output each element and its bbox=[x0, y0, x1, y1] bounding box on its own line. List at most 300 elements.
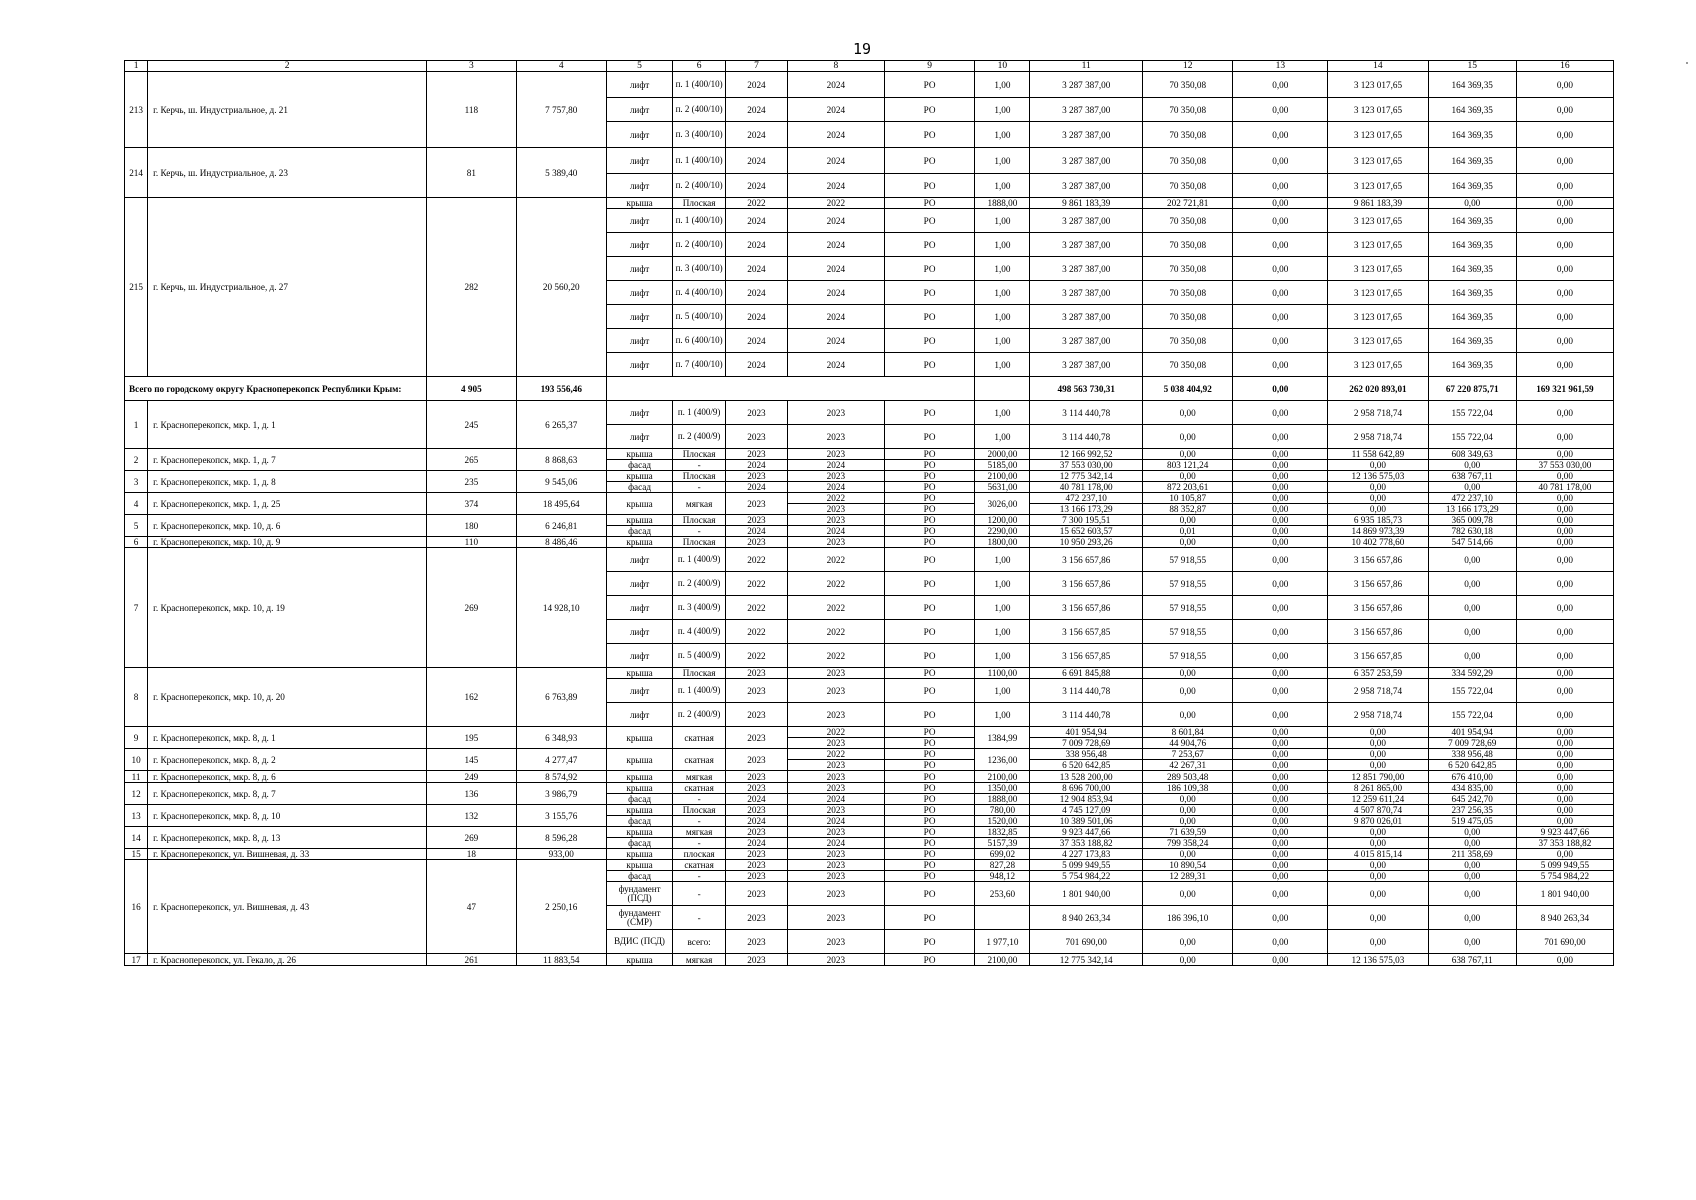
table-cell: 338 956,48 bbox=[1428, 749, 1516, 760]
table-cell: 253,60 bbox=[975, 882, 1030, 906]
table-cell: РО bbox=[884, 537, 974, 548]
table-cell: 5 754 984,22 bbox=[1030, 871, 1143, 882]
table-cell: 2023 bbox=[726, 930, 788, 954]
table-cell: 169 321 961,59 bbox=[1516, 377, 1613, 401]
table-cell: п. 1 (400/10) bbox=[673, 209, 726, 233]
table-cell: 0,00 bbox=[1328, 738, 1428, 749]
table-cell: 70 350,08 bbox=[1142, 281, 1232, 305]
table-cell: г. Керчь, ш. Индустриальное, д. 27 bbox=[148, 198, 427, 377]
table-cell: 2023 bbox=[787, 871, 884, 882]
table-cell: 0,01 bbox=[1142, 526, 1232, 537]
table-cell: скатная bbox=[673, 727, 726, 749]
table-cell: 0,00 bbox=[1516, 703, 1613, 727]
table-cell: 0,00 bbox=[1516, 305, 1613, 329]
table-cell: 8 601,84 bbox=[1142, 727, 1232, 738]
table-cell: п. 5 (400/10) bbox=[673, 305, 726, 329]
column-number: 13 bbox=[1233, 61, 1328, 72]
table-cell: РО bbox=[884, 305, 974, 329]
table-cell: 6 246,81 bbox=[516, 515, 606, 537]
table-cell: 3 123 017,65 bbox=[1328, 233, 1428, 257]
table-cell: 57 918,55 bbox=[1142, 548, 1232, 572]
table-cell: 0,00 bbox=[1428, 860, 1516, 871]
table-cell: 0,00 bbox=[1428, 882, 1516, 906]
table-cell: 0,00 bbox=[1233, 329, 1328, 353]
table-cell: 0,00 bbox=[1428, 930, 1516, 954]
table-cell: 0,00 bbox=[1328, 882, 1428, 906]
table-cell: лифт bbox=[606, 329, 672, 353]
table-cell: 2023 bbox=[726, 449, 788, 460]
table-cell: г. Красноперекопск, ул. Вишневая, д. 33 bbox=[148, 849, 427, 860]
table-cell: 2023 bbox=[726, 860, 788, 871]
table-cell: п. 6 (400/10) bbox=[673, 329, 726, 353]
table-cell: 645 242,70 bbox=[1428, 794, 1516, 805]
table-cell: 0,00 bbox=[1142, 930, 1232, 954]
table-cell: 547 514,66 bbox=[1428, 537, 1516, 548]
table-cell: 57 918,55 bbox=[1142, 644, 1232, 668]
table-cell: 2290,00 bbox=[975, 526, 1030, 537]
table-cell: 2022 bbox=[726, 644, 788, 668]
table-cell: 0,00 bbox=[1516, 794, 1613, 805]
table-cell: 7 757,80 bbox=[516, 72, 606, 148]
table-cell: 215 bbox=[125, 198, 148, 377]
table-cell: РО bbox=[884, 644, 974, 668]
table-row bbox=[125, 537, 1614, 548]
page-number: 19 bbox=[852, 40, 872, 58]
table-cell: 2024 bbox=[726, 72, 788, 98]
table-cell: п. 4 (400/9) bbox=[673, 620, 726, 644]
table-cell: 3 123 017,65 bbox=[1328, 98, 1428, 122]
table-cell: 9 861 183,39 bbox=[1328, 198, 1428, 209]
table-cell: РО bbox=[884, 871, 974, 882]
table-cell: 0,00 bbox=[1233, 353, 1328, 377]
table-cell: фасад bbox=[606, 526, 672, 537]
table-cell: 0,00 bbox=[1516, 572, 1613, 596]
table-cell: РО bbox=[884, 849, 974, 860]
table-cell: 0,00 bbox=[1233, 377, 1328, 401]
table-cell: 0,00 bbox=[1516, 760, 1613, 771]
table-row bbox=[125, 749, 1614, 760]
table-cell: 1,00 bbox=[975, 233, 1030, 257]
table-cell: мягкая bbox=[673, 954, 726, 966]
table-cell: 6 357 253,59 bbox=[1328, 668, 1428, 679]
column-number: 9 bbox=[884, 61, 974, 72]
table-cell: 2022 bbox=[787, 548, 884, 572]
table-cell: 164 369,35 bbox=[1428, 209, 1516, 233]
table-cell: крыша bbox=[606, 471, 672, 482]
table-cell: РО bbox=[884, 482, 974, 493]
table-cell: 0,00 bbox=[1516, 783, 1613, 794]
table-cell: лифт bbox=[606, 548, 672, 572]
table-cell: 2024 bbox=[787, 526, 884, 537]
table-cell: 110 bbox=[427, 537, 516, 548]
table-cell: 0,00 bbox=[1516, 526, 1613, 537]
table-cell: РО bbox=[884, 209, 974, 233]
table-cell: - bbox=[673, 838, 726, 849]
table-cell: РО bbox=[884, 906, 974, 930]
table-cell: 155 722,04 bbox=[1428, 679, 1516, 703]
table-cell: 13 bbox=[125, 805, 148, 827]
table-cell: 0,00 bbox=[1328, 749, 1428, 760]
table-cell: 0,00 bbox=[1516, 596, 1613, 620]
table-cell: 2023 bbox=[787, 805, 884, 816]
table-cell: - bbox=[673, 871, 726, 882]
table-cell: 0,00 bbox=[1233, 838, 1328, 849]
table-cell: 1,00 bbox=[975, 425, 1030, 449]
table-cell: 5157,39 bbox=[975, 838, 1030, 849]
table-row bbox=[125, 805, 1614, 816]
table-cell: 0,00 bbox=[1233, 401, 1328, 425]
table-cell: 18 bbox=[427, 849, 516, 860]
table-cell: фасад bbox=[606, 794, 672, 805]
table-cell: 0,00 bbox=[1233, 460, 1328, 471]
table-cell: 2024 bbox=[726, 209, 788, 233]
table-cell: 2024 bbox=[787, 305, 884, 329]
table-cell: г. Красноперекопск, мкр. 8, д. 10 bbox=[148, 805, 427, 827]
table-cell: РО bbox=[884, 174, 974, 198]
table-cell: 2023 bbox=[787, 827, 884, 838]
table-cell: 15 bbox=[125, 849, 148, 860]
column-number: 14 bbox=[1328, 61, 1428, 72]
table-cell: Плоская bbox=[673, 198, 726, 209]
table-cell: 17 bbox=[125, 954, 148, 966]
table-cell: лифт bbox=[606, 72, 672, 98]
table-cell: 164 369,35 bbox=[1428, 305, 1516, 329]
column-number: 2 bbox=[148, 61, 427, 72]
table-cell: 180 bbox=[427, 515, 516, 537]
table-cell: 0,00 bbox=[1516, 738, 1613, 749]
table-cell: 1,00 bbox=[975, 98, 1030, 122]
table-cell: 164 369,35 bbox=[1428, 98, 1516, 122]
table-cell: 2023 bbox=[787, 906, 884, 930]
table-cell: РО bbox=[884, 727, 974, 738]
table-cell: 1 801 940,00 bbox=[1030, 882, 1143, 906]
table-cell: 3 287 387,00 bbox=[1030, 305, 1143, 329]
table-cell: 1,00 bbox=[975, 620, 1030, 644]
table-cell: 2024 bbox=[787, 174, 884, 198]
table-cell: 0,00 bbox=[1516, 504, 1613, 515]
table-cell: 2023 bbox=[726, 771, 788, 783]
table-cell: 2 958 718,74 bbox=[1328, 425, 1428, 449]
table-cell: 1 bbox=[125, 401, 148, 449]
table-cell: РО bbox=[884, 548, 974, 572]
table-cell: РО bbox=[884, 620, 974, 644]
table-cell: лифт bbox=[606, 98, 672, 122]
table-cell: 0,00 bbox=[1233, 471, 1328, 482]
table-cell: 1,00 bbox=[975, 596, 1030, 620]
table-cell: 3 287 387,00 bbox=[1030, 174, 1143, 198]
table-cell: г. Керчь, ш. Индустриальное, д. 21 bbox=[148, 72, 427, 148]
table-cell: 2 958 718,74 bbox=[1328, 703, 1428, 727]
table-cell: 2023 bbox=[726, 783, 788, 794]
table-cell: 334 592,29 bbox=[1428, 668, 1516, 679]
table-cell: 0,00 bbox=[1142, 515, 1232, 526]
table-cell: лифт bbox=[606, 281, 672, 305]
table-cell: 5185,00 bbox=[975, 460, 1030, 471]
table-cell: 2023 bbox=[726, 849, 788, 860]
table-cell: 0,00 bbox=[1233, 794, 1328, 805]
table-cell: 2023 bbox=[787, 860, 884, 871]
table-cell: 40 781 178,00 bbox=[1030, 482, 1143, 493]
table-cell: РО bbox=[884, 930, 974, 954]
table-cell: 70 350,08 bbox=[1142, 257, 1232, 281]
table-cell: РО bbox=[884, 460, 974, 471]
table-cell: 1800,00 bbox=[975, 537, 1030, 548]
table-cell: - bbox=[673, 816, 726, 827]
table-cell: крыша bbox=[606, 827, 672, 838]
table-cell: 70 350,08 bbox=[1142, 174, 1232, 198]
table-cell: 2023 bbox=[726, 515, 788, 526]
table-cell: 14 869 973,39 bbox=[1328, 526, 1428, 537]
table-cell: 10 402 778,60 bbox=[1328, 537, 1428, 548]
table-cell: 2022 bbox=[726, 596, 788, 620]
table-cell: 70 350,08 bbox=[1142, 353, 1232, 377]
table-cell: крыша bbox=[606, 727, 672, 749]
table-cell: 3 156 657,85 bbox=[1030, 644, 1143, 668]
table-cell: крыша bbox=[606, 515, 672, 526]
table-cell: 0,00 bbox=[1428, 906, 1516, 930]
table-cell: мягкая bbox=[673, 493, 726, 515]
table-cell: 2024 bbox=[787, 209, 884, 233]
table-cell: 0,00 bbox=[1233, 449, 1328, 460]
table-cell: 2023 bbox=[726, 401, 788, 425]
table-cell: 2024 bbox=[726, 257, 788, 281]
table-cell: 37 353 188,82 bbox=[1030, 838, 1143, 849]
table-cell: 0,00 bbox=[1516, 401, 1613, 425]
table-cell: 1100,00 bbox=[975, 668, 1030, 679]
table-cell: 2024 bbox=[787, 148, 884, 174]
table-cell: 2023 bbox=[787, 882, 884, 906]
table-cell: 14 928,10 bbox=[516, 548, 606, 668]
table-cell: 136 bbox=[427, 783, 516, 805]
table-cell: РО bbox=[884, 860, 974, 871]
table-cell: лифт bbox=[606, 401, 672, 425]
table-cell: плоская bbox=[673, 849, 726, 860]
table-cell: 3 287 387,00 bbox=[1030, 98, 1143, 122]
table-cell: 2024 bbox=[787, 72, 884, 98]
table-cell: 2024 bbox=[726, 98, 788, 122]
table-cell: г. Красноперекопск, ул. Вишневая, д. 43 bbox=[148, 860, 427, 954]
table-row bbox=[125, 668, 1614, 679]
table-cell: 8 486,46 bbox=[516, 537, 606, 548]
table-cell: г. Красноперекопск, мкр. 10, д. 19 bbox=[148, 548, 427, 668]
table-cell: 0,00 bbox=[1328, 760, 1428, 771]
table-cell: 0,00 bbox=[1233, 771, 1328, 783]
table-cell: 0,00 bbox=[1233, 526, 1328, 537]
table-cell: 0,00 bbox=[1233, 930, 1328, 954]
table-cell: 0,00 bbox=[1428, 482, 1516, 493]
table-cell: г. Красноперекопск, мкр. 1, д. 25 bbox=[148, 493, 427, 515]
table-cell: РО bbox=[884, 679, 974, 703]
table-cell: 5 bbox=[125, 515, 148, 537]
table-cell: мягкая bbox=[673, 827, 726, 838]
table-cell: 5 099 949,55 bbox=[1030, 860, 1143, 871]
table-cell: 0,00 bbox=[1233, 281, 1328, 305]
table-cell: 8 940 263,34 bbox=[1516, 906, 1613, 930]
table-cell: 0,00 bbox=[1233, 98, 1328, 122]
table-cell: г. Красноперекопск, мкр. 10, д. 6 bbox=[148, 515, 427, 537]
table-cell: 71 639,59 bbox=[1142, 827, 1232, 838]
table-cell: 2024 bbox=[787, 329, 884, 353]
capital-repair-table bbox=[124, 60, 1614, 966]
table-cell: 2024 bbox=[787, 794, 884, 805]
table-cell: 2023 bbox=[726, 882, 788, 906]
table-cell: п. 1 (400/10) bbox=[673, 148, 726, 174]
table-cell: 81 bbox=[427, 148, 516, 198]
table-cell: г. Красноперекопск, мкр. 1, д. 7 bbox=[148, 449, 427, 471]
table-cell: лифт bbox=[606, 596, 672, 620]
table-cell: 10 bbox=[125, 749, 148, 771]
table-cell: 799 358,24 bbox=[1142, 838, 1232, 849]
table-cell: 0,00 bbox=[1516, 679, 1613, 703]
table-cell: 519 475,05 bbox=[1428, 816, 1516, 827]
table-cell: крыша bbox=[606, 198, 672, 209]
table-cell: лифт bbox=[606, 353, 672, 377]
table-cell: 3 123 017,65 bbox=[1328, 257, 1428, 281]
table-cell: 2023 bbox=[726, 679, 788, 703]
table-cell: 164 369,35 bbox=[1428, 174, 1516, 198]
column-number: 4 bbox=[516, 61, 606, 72]
table-cell: 0,00 bbox=[1516, 620, 1613, 644]
table-cell: лифт bbox=[606, 174, 672, 198]
column-number: 5 bbox=[606, 61, 672, 72]
table-cell: 261 bbox=[427, 954, 516, 966]
table-cell: РО bbox=[884, 572, 974, 596]
table-cell: 3 155,76 bbox=[516, 805, 606, 827]
table-cell: РО bbox=[884, 281, 974, 305]
table-cell: 155 722,04 bbox=[1428, 425, 1516, 449]
table-cell: крыша bbox=[606, 749, 672, 771]
table-cell: 803 121,24 bbox=[1142, 460, 1232, 471]
table-cell: - bbox=[673, 460, 726, 471]
table-cell: 3 287 387,00 bbox=[1030, 122, 1143, 148]
table-cell: 0,00 bbox=[1428, 644, 1516, 668]
table-cell: 0,00 bbox=[1516, 954, 1613, 966]
table-cell: 186 109,38 bbox=[1142, 783, 1232, 794]
table-cell: крыша bbox=[606, 449, 672, 460]
table-cell: 4 bbox=[125, 493, 148, 515]
table-cell: 2024 bbox=[787, 482, 884, 493]
table-cell: 202 721,81 bbox=[1142, 198, 1232, 209]
table-cell: 0,00 bbox=[1516, 537, 1613, 548]
table-cell: п. 2 (400/9) bbox=[673, 425, 726, 449]
table-cell: 0,00 bbox=[1328, 493, 1428, 504]
table-cell: 0,00 bbox=[1516, 449, 1613, 460]
table-cell: 164 369,35 bbox=[1428, 148, 1516, 174]
table-cell: 0,00 bbox=[1428, 460, 1516, 471]
table-cell: 0,00 bbox=[1516, 425, 1613, 449]
table-cell: 2024 bbox=[787, 816, 884, 827]
table-cell: 2022 bbox=[787, 749, 884, 760]
column-number: 3 bbox=[427, 61, 516, 72]
table-cell: 2024 bbox=[726, 329, 788, 353]
table-cell: 827,28 bbox=[975, 860, 1030, 871]
table-cell: 780,00 bbox=[975, 805, 1030, 816]
table-cell: 2023 bbox=[726, 954, 788, 966]
table-cell: 12 775 342,14 bbox=[1030, 471, 1143, 482]
table-cell: 0,00 bbox=[1516, 233, 1613, 257]
table-cell: 70 350,08 bbox=[1142, 148, 1232, 174]
table-cell: 2023 bbox=[726, 906, 788, 930]
table-cell: 0,00 bbox=[1142, 882, 1232, 906]
table-cell: 13 166 173,29 bbox=[1428, 504, 1516, 515]
table-cell: 4 227 173,83 bbox=[1030, 849, 1143, 860]
table-row bbox=[125, 783, 1614, 794]
table-cell: 0,00 bbox=[1233, 849, 1328, 860]
table-cell: 2023 bbox=[787, 668, 884, 679]
table-cell: 0,00 bbox=[1328, 482, 1428, 493]
table-cell: г. Красноперекопск, мкр. 8, д. 1 bbox=[148, 727, 427, 749]
table-cell: 1888,00 bbox=[975, 794, 1030, 805]
table-cell: 70 350,08 bbox=[1142, 305, 1232, 329]
table-cell: 2022 bbox=[726, 572, 788, 596]
table-cell: 164 369,35 bbox=[1428, 281, 1516, 305]
table-cell: 70 350,08 bbox=[1142, 72, 1232, 98]
table-cell: 2023 bbox=[787, 504, 884, 515]
table-cell: 0,00 bbox=[1516, 644, 1613, 668]
table-cell: 2023 bbox=[726, 537, 788, 548]
table-cell: 0,00 bbox=[1516, 515, 1613, 526]
table-cell: 0,00 bbox=[1328, 860, 1428, 871]
table-cell: 0,00 bbox=[1428, 620, 1516, 644]
table-cell: 3 986,79 bbox=[516, 783, 606, 805]
table-cell: 0,00 bbox=[1233, 596, 1328, 620]
table-cell: 3 bbox=[125, 471, 148, 493]
table-cell: 374 bbox=[427, 493, 516, 515]
table-cell: 2024 bbox=[726, 281, 788, 305]
table-cell: 2023 bbox=[726, 668, 788, 679]
table-cell: 8 696 700,00 bbox=[1030, 783, 1143, 794]
table-cell: фасад bbox=[606, 482, 672, 493]
table-cell: 2024 bbox=[787, 257, 884, 281]
table-cell: 164 369,35 bbox=[1428, 353, 1516, 377]
total-row bbox=[125, 377, 1614, 401]
table-cell: 12 136 575,03 bbox=[1328, 954, 1428, 966]
table-cell: 472 237,10 bbox=[1030, 493, 1143, 504]
table-cell: 211 358,69 bbox=[1428, 849, 1516, 860]
table-cell: 20 560,20 bbox=[516, 198, 606, 377]
column-number: 8 bbox=[787, 61, 884, 72]
table-cell: РО bbox=[884, 738, 974, 749]
table-cell: 0,00 bbox=[1428, 572, 1516, 596]
table-cell: РО bbox=[884, 353, 974, 377]
table-cell: 2023 bbox=[787, 401, 884, 425]
table-cell: 0,00 bbox=[1142, 703, 1232, 727]
table-cell: лифт bbox=[606, 122, 672, 148]
table-cell: 0,00 bbox=[1233, 537, 1328, 548]
table-cell: 0,00 bbox=[1233, 482, 1328, 493]
table-cell: 0,00 bbox=[1142, 449, 1232, 460]
table-cell bbox=[606, 377, 974, 401]
table-cell: 3 156 657,86 bbox=[1030, 572, 1143, 596]
table-cell: 0,00 bbox=[1328, 827, 1428, 838]
table-cell: 0,00 bbox=[1233, 174, 1328, 198]
table-cell: 2023 bbox=[787, 954, 884, 966]
table-cell: - bbox=[673, 482, 726, 493]
table-cell: - bbox=[673, 526, 726, 537]
column-number: 10 bbox=[975, 61, 1030, 72]
table-cell: 3 156 657,86 bbox=[1030, 596, 1143, 620]
table-cell: 4 277,47 bbox=[516, 749, 606, 771]
table-cell: РО bbox=[884, 233, 974, 257]
table-cell: РО bbox=[884, 515, 974, 526]
table-cell: 2024 bbox=[726, 526, 788, 537]
table-cell: 1,00 bbox=[975, 122, 1030, 148]
table-cell: РО bbox=[884, 954, 974, 966]
table-cell: 0,00 bbox=[1516, 72, 1613, 98]
table-cell: г. Красноперекопск, мкр. 10, д. 20 bbox=[148, 668, 427, 727]
table-cell: 0,00 bbox=[1516, 122, 1613, 148]
table-cell: 3 123 017,65 bbox=[1328, 281, 1428, 305]
